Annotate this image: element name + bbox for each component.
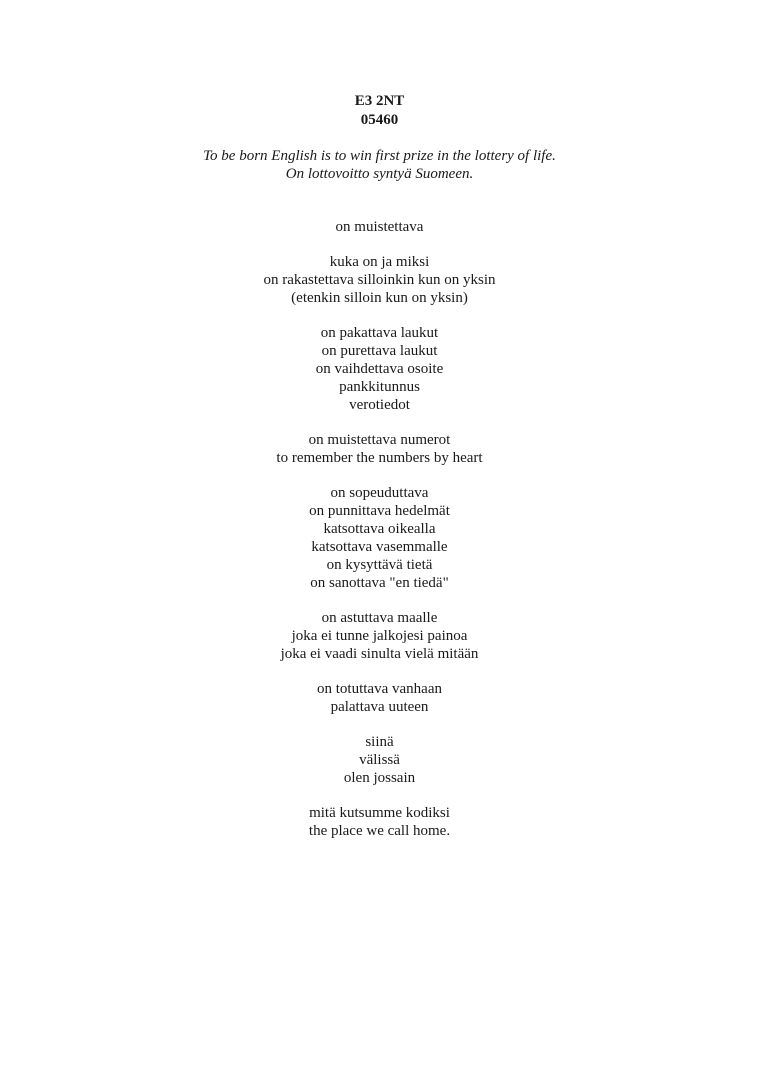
poem-line: to remember the numbers by heart	[276, 450, 483, 466]
header-code-line-2: 05460	[360, 112, 399, 128]
stanza-2	[0, 253, 759, 307]
poem-line: on sanottava "en tiedä"	[310, 575, 449, 591]
poem-line: on vaihdettava osoite	[315, 361, 444, 377]
poem-line: on purettava laukut	[321, 343, 438, 359]
stanza-1	[0, 218, 759, 236]
stanza-5	[0, 484, 759, 592]
epigraph-line-2: On lottovoitto syntyä Suomeen.	[285, 166, 474, 182]
poem-line: olen jossain	[343, 770, 416, 786]
stanza-4	[0, 431, 759, 467]
poem-line: joka ei tunne jalkojesi painoa	[291, 628, 468, 644]
poem-line: on totuttava vanhaan	[317, 681, 442, 697]
stanza-9	[0, 804, 759, 840]
stanza-3	[0, 324, 759, 414]
stanza-6	[0, 609, 759, 663]
epigraph	[0, 147, 759, 183]
poem-line: palattava uuteen	[330, 699, 429, 715]
poem-line: on muistettava	[335, 219, 424, 235]
epigraph-line-1: To be born English is to win first prize in the lottery of life.	[203, 148, 556, 164]
poem-line: kuka on ja miksi	[329, 254, 430, 270]
poem-line: joka ei vaadi sinulta vielä mitään	[280, 646, 479, 662]
poem-line: on sopeuduttava	[330, 485, 429, 501]
poem-line: välissä	[359, 752, 400, 768]
poem-line: the place we call home.	[308, 823, 451, 839]
stanza-7	[0, 680, 759, 716]
poem-line: katsottava vasemmalle	[311, 539, 448, 555]
header-code-line-1: E3 2NT	[354, 93, 405, 109]
poem-line: on punnittava hedelmät	[309, 503, 450, 519]
poem-line: pankkitunnus	[339, 379, 420, 395]
poem-line: on pakattava laukut	[320, 325, 439, 341]
poem-line: mitä kutsumme kodiksi	[309, 805, 450, 821]
poem-header	[0, 92, 759, 130]
poem-line: siinä	[365, 734, 394, 750]
poem-line: (etenkin silloin kun on yksin)	[291, 290, 468, 306]
poem-line: katsottava oikealla	[323, 521, 436, 537]
poem-line: on rakastettava silloinkin kun on yksin	[263, 272, 496, 288]
poem-body	[0, 218, 759, 857]
poem-line: verotiedot	[349, 397, 410, 413]
stanza-8	[0, 733, 759, 787]
poem-line: on kysyttävä tietä	[326, 557, 433, 573]
poem-line: on astuttava maalle	[321, 610, 438, 626]
poem-line: on muistettava numerot	[308, 432, 451, 448]
